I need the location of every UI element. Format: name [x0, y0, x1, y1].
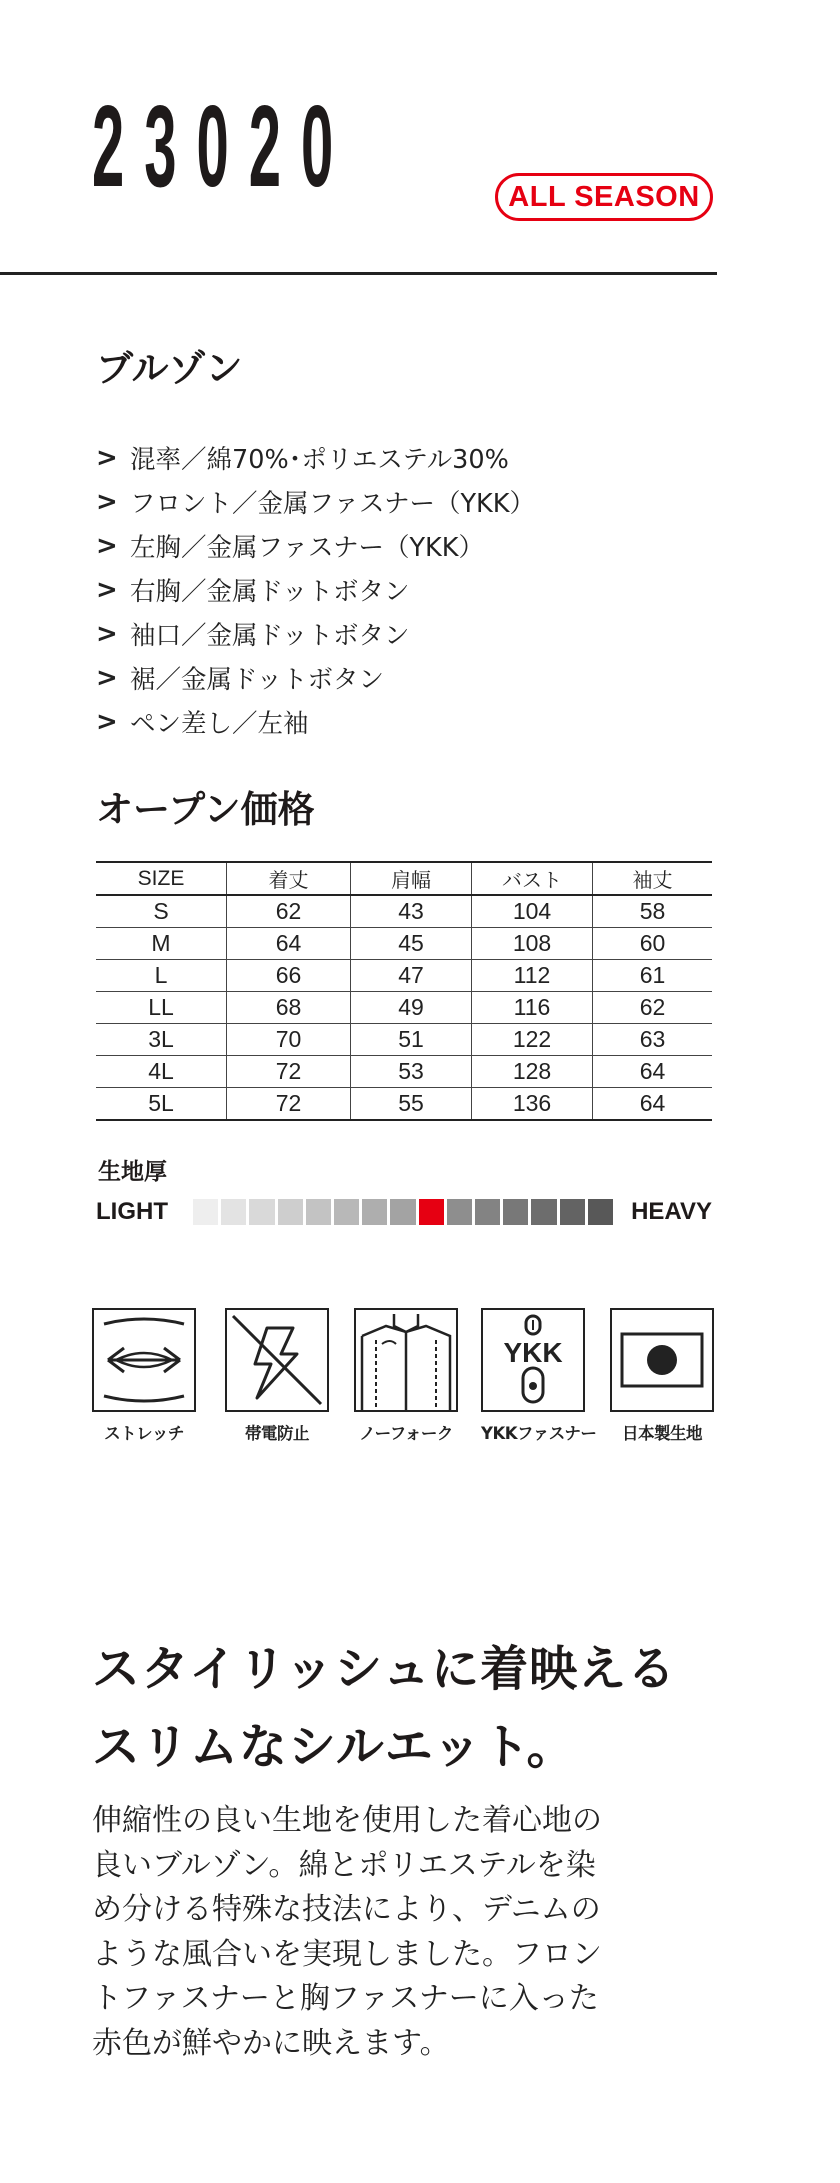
description-line: ような風合いを実現しました。フロン: [92, 1936, 602, 1972]
size-table: [96, 861, 712, 1121]
chevron-right-icon: >: [96, 443, 118, 473]
table-header-row: [96, 862, 712, 895]
scale-cell: [475, 1199, 500, 1225]
length-cell: 64: [227, 928, 351, 960]
length-cell: 68: [227, 992, 351, 1024]
size-cell: 3L: [96, 1024, 227, 1056]
scale-cell: [503, 1199, 528, 1225]
scale-cell: [560, 1199, 585, 1225]
spec-item: [96, 656, 535, 700]
column-header-shoulder: 肩幅: [351, 862, 472, 895]
headline-line: スタイリッシュに着映える: [92, 1641, 677, 1697]
table-row: [96, 1056, 712, 1088]
spec-item: [96, 436, 535, 480]
sleeve-cell: 61: [593, 960, 713, 992]
chevron-right-icon: >: [96, 531, 118, 561]
size-cell: L: [96, 960, 227, 992]
scale-cell: [221, 1199, 246, 1225]
size-cell: 4L: [96, 1056, 227, 1088]
japan-flag-icon: [610, 1308, 714, 1412]
length-cell: 70: [227, 1024, 351, 1056]
scale-max-label: HEAVY: [631, 1198, 712, 1225]
feature-label: ストレッチ: [104, 1424, 184, 1443]
spec-text: 右胸／金属ドットボタン: [130, 577, 410, 607]
shoulder-cell: 43: [351, 895, 472, 928]
product-name: ブルゾン: [96, 347, 243, 390]
spec-list: [96, 436, 535, 744]
description-line: 良いブルゾン。綿とポリエステルを染: [92, 1847, 596, 1883]
headline-line: スリムなシルエット。: [92, 1719, 576, 1775]
spec-text: 左胸／金属ファスナー（YKK）: [130, 533, 485, 563]
column-header-length: 着丈: [227, 862, 351, 895]
chevron-right-icon: >: [96, 707, 118, 737]
divider: [0, 272, 717, 275]
size-cell: S: [96, 895, 227, 928]
scale-cell: [334, 1199, 359, 1225]
length-cell: 66: [227, 960, 351, 992]
spec-item: [96, 568, 535, 612]
description-line: トファスナーと胸ファスナーに入った: [92, 1981, 599, 2016]
spec-text: フロント／金属ファスナー（YKK）: [130, 489, 536, 519]
sleeve-cell: 58: [593, 895, 713, 928]
antistatic-icon: [225, 1308, 329, 1412]
fabric-thickness-label: 生地厚: [98, 1159, 167, 1185]
shoulder-cell: 47: [351, 960, 472, 992]
feature-icons: [92, 1308, 714, 1444]
description-line: 赤色が鮮やかに映えます。: [92, 2025, 450, 2061]
spec-item: [96, 480, 535, 524]
table-row: [96, 928, 712, 960]
feature-norfolk: [354, 1308, 464, 1444]
feature-label: 帯電防止: [245, 1424, 309, 1443]
chevron-right-icon: >: [96, 663, 118, 693]
scale-cell: [362, 1199, 387, 1225]
scale-cell: [419, 1199, 444, 1225]
bust-cell: 128: [472, 1056, 593, 1088]
spec-item: [96, 612, 535, 656]
price-label: オープン価格: [96, 788, 315, 831]
feature-label: 日本製生地: [622, 1424, 702, 1443]
scale-cell: [278, 1199, 303, 1225]
shoulder-cell: 55: [351, 1088, 472, 1121]
size-cell: 5L: [96, 1088, 227, 1121]
season-badge: ALL SEASON: [495, 173, 713, 221]
spec-item: [96, 700, 535, 744]
bust-cell: 116: [472, 992, 593, 1024]
table-row: [96, 895, 712, 928]
bust-cell: 108: [472, 928, 593, 960]
size-cell: LL: [96, 992, 227, 1024]
scale-cell: [447, 1199, 472, 1225]
table-row: [96, 1088, 712, 1121]
scale-cell: [193, 1199, 218, 1225]
table-row: [96, 960, 712, 992]
scale-cell: [249, 1199, 274, 1225]
sleeve-cell: 60: [593, 928, 713, 960]
chevron-right-icon: >: [96, 575, 118, 605]
column-header-size: SIZE: [96, 862, 227, 895]
ykk-logo-text: YKK: [503, 1337, 563, 1368]
length-cell: 62: [227, 895, 351, 928]
product-code: 23020: [92, 81, 354, 211]
scale-cell: [390, 1199, 415, 1225]
headline: [92, 1630, 676, 1786]
shoulder-cell: 51: [351, 1024, 472, 1056]
feature-ykk: [481, 1308, 597, 1444]
length-cell: 72: [227, 1056, 351, 1088]
spec-text: 袖口／金属ドットボタン: [130, 621, 410, 651]
feature-stretch: [92, 1308, 202, 1444]
scale-cell: [531, 1199, 556, 1225]
stretch-icon: [92, 1308, 196, 1412]
size-cell: M: [96, 928, 227, 960]
table-row: [96, 1024, 712, 1056]
fabric-thickness-scale: [96, 1197, 712, 1227]
sleeve-cell: 64: [593, 1056, 713, 1088]
scale-cell: [306, 1199, 331, 1225]
description-line: め分ける特殊な技法により、デニムの: [92, 1892, 601, 1927]
bust-cell: 112: [472, 960, 593, 992]
feature-japan-fabric: [610, 1308, 720, 1444]
description-line: 伸縮性の良い生地を使用した着心地の: [92, 1803, 602, 1838]
shoulder-cell: 49: [351, 992, 472, 1024]
length-cell: 72: [227, 1088, 351, 1121]
column-header-sleeve: 袖丈: [593, 862, 713, 895]
spec-text: 裾／金属ドットボタン: [130, 665, 384, 695]
spec-item: [96, 524, 535, 568]
shoulder-cell: 53: [351, 1056, 472, 1088]
shoulder-cell: 45: [351, 928, 472, 960]
sleeve-cell: 64: [593, 1088, 713, 1121]
table-row: [96, 992, 712, 1024]
ykk-zipper-icon: [481, 1308, 585, 1412]
spec-text: ペン差し／左袖: [130, 709, 309, 739]
spec-text: 混率／綿70%･ポリエステル30%: [130, 445, 509, 475]
column-header-bust: バスト: [472, 862, 593, 895]
bust-cell: 136: [472, 1088, 593, 1121]
description: [92, 1799, 732, 2066]
chevron-right-icon: >: [96, 487, 118, 517]
feature-antistatic: [225, 1308, 335, 1444]
bust-cell: 104: [472, 895, 593, 928]
scale-min-label: LIGHT: [96, 1198, 168, 1225]
scale-cell: [588, 1199, 613, 1225]
chevron-right-icon: >: [96, 619, 118, 649]
norfolk-icon: [354, 1308, 458, 1412]
sleeve-cell: 63: [593, 1024, 713, 1056]
bust-cell: 122: [472, 1024, 593, 1056]
scale-cells: [193, 1199, 613, 1225]
sleeve-cell: 62: [593, 992, 713, 1024]
feature-label: ノーフォーク: [359, 1424, 453, 1443]
feature-label: YKKファスナー: [481, 1424, 597, 1443]
